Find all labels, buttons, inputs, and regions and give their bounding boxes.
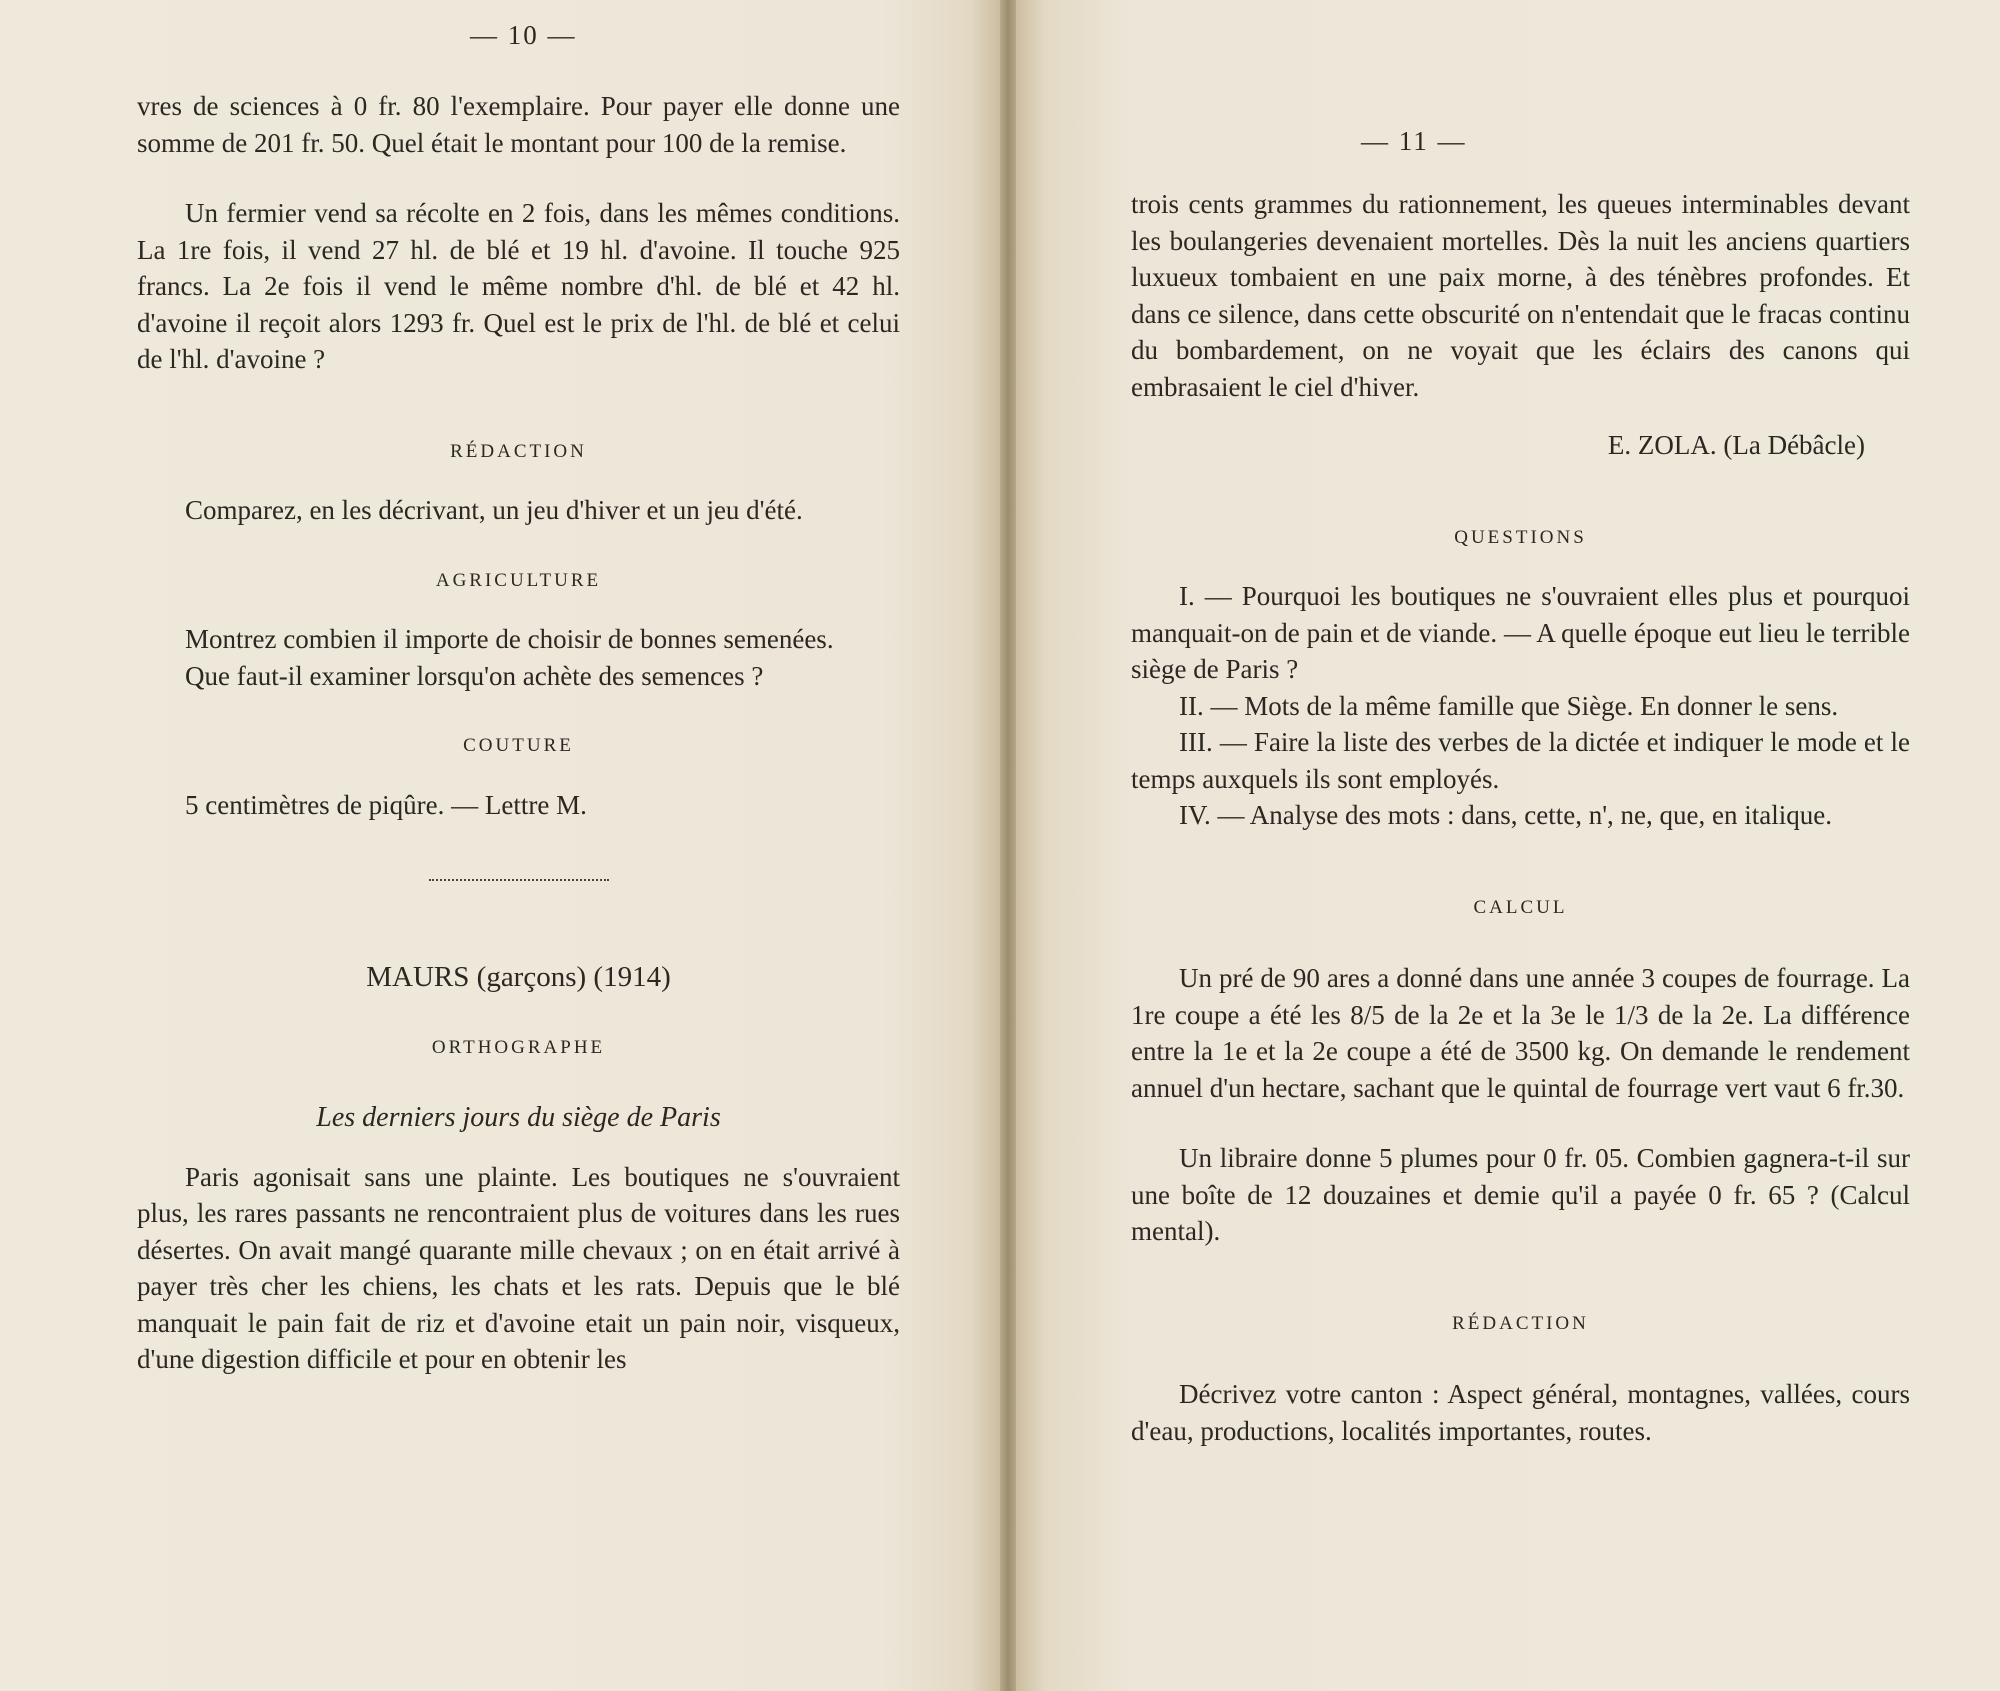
right-column bbox=[1131, 186, 1910, 1449]
question-4: IV. — Analyse des mots : dans, cette, n', ne, que, en italique. bbox=[1179, 800, 1832, 830]
calcul-pre: Un pré de 90 ares a donné dans une année 3 coupes de fourrage. La 1re coupe a été les 8/5 de la 2e et la 3e le 1/3 de la 2e. La différence entre la 1e et la 2e coupe a été de 3500 kg. On demande le rendement annuel d'un hectare, sachant que le quintal de fourrage vert vaut 6 fr.30. bbox=[1131, 963, 1910, 1103]
agriculture-text-2: Que faut-il examiner lorsqu'on achète des semences ? bbox=[185, 660, 764, 691]
calcul-libraire: Un libraire donne 5 plumes pour 0 fr. 05. Combien gagnera-t-il sur une boîte de 12 douzaines et demie qu'il a payée 0 fr. 65 ? (Calcul mental). bbox=[1131, 1143, 1910, 1246]
book-gutter bbox=[1000, 0, 1016, 1691]
redaction-text: Comparez, en les décrivant, un jeu d'hiver et un jeu d'été. bbox=[185, 495, 803, 525]
page-number: — 10 — bbox=[470, 20, 577, 50]
problem-continuation: vres de sciences à 0 fr. 80 l'exemplaire. Pour payer elle donne une somme de 201 fr. 50. Quel était le montant pour 100 de la remise. bbox=[137, 91, 900, 158]
dictee-signature: E. ZOLA. (La Débâcle) bbox=[1607, 430, 1865, 460]
heading-couture: COUTURE bbox=[463, 735, 574, 756]
question-3: III. — Faire la liste des verbes de la dictée et indiquer le mode et le temps auxquels ils sont employés. bbox=[1131, 727, 1910, 794]
page-right bbox=[1016, 0, 2000, 1691]
heading-agriculture: AGRICULTURE bbox=[435, 569, 602, 591]
heading-redaction: RÉDACTION bbox=[1452, 1312, 1589, 1334]
dictee-title: Les derniers jours du siège de Paris bbox=[316, 1102, 721, 1133]
agriculture-text-1: Montrez combien il importe de choisir de bonnes semenées. bbox=[185, 624, 834, 654]
question-1: I. — Pourquoi les boutiques ne s'ouvraient elles plus et pourquoi manquait-on de pain et de viande. — A quelle époque eut lieu le terrible siège de Paris ? bbox=[1131, 581, 1910, 684]
problem-fermier: Un fermier vend sa récolte en 2 fois, dans les mêmes conditions. La 1re fois, il vend 27 hl. de blé et 19 hl. d'avoine. Il touche 925 francs. La 2e fois il vend le même nombre d'hl. de blé et 42 hl. d'avoine il reçoit alors 1293 fr. Quel est le prix de l'hl. de blé et celui de l'hl. d'avoine ? bbox=[137, 198, 900, 374]
left-column bbox=[137, 88, 900, 1378]
redaction-text: Décrivez votre canton : Aspect général, montagnes, vallées, cours d'eau, productions, localités importantes, routes. bbox=[1131, 1379, 1910, 1446]
heading-questions: QUESTIONS bbox=[1454, 526, 1587, 548]
heading-orthographe: ORTHOGRAPHE bbox=[431, 1036, 606, 1058]
couture-text: 5 centimètres de piqûre. — Lettre M. bbox=[185, 789, 587, 820]
heading-calcul: CALCUL bbox=[1473, 896, 1568, 918]
heading-redaction: RÉDACTION bbox=[450, 440, 587, 462]
page-number: — 11 — bbox=[1361, 126, 1467, 156]
section-title-maurs: MAURS (garçons) (1914) bbox=[366, 961, 671, 993]
dictee-continuation: trois cents grammes du rationnement, les queues interminables devant les boulangeries devenaient mortelles. Dès la nuit les anciens quartiers luxueux tombaient en une paix morne, à des ténèbres profondes. Et dans ce silence, dans cette obscurité on n'entendait que le fracas continu du bombardement, on ne voyait que les éclairs des canons qui embrasaient le ciel d'hiver. bbox=[1131, 189, 1910, 402]
dictee-text: Paris agonisait sans une plainte. Les boutiques ne s'ouvraient plus, les rares passants ne rencontraient plus de voitures dans les rues désertes. On avait mangé quarante mille chevaux ; on en était arrivé à payer très cher les chiens, les chats et les rats. Depuis que le blé manquait le pain fait de riz et d'avoine etait un pain noir, visqueux, d'une digestion difficile et pour en obtenir les bbox=[137, 1161, 900, 1374]
question-2: II. — Mots de la même famille que Siège. En donner le sens. bbox=[1179, 690, 1839, 721]
